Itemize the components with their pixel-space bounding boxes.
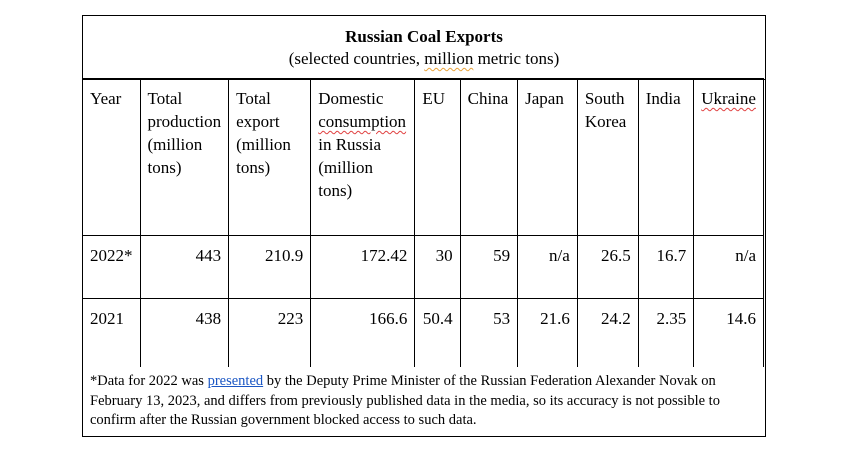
domestic-consumption-word: consumption xyxy=(318,112,407,131)
presented-link[interactable]: presented xyxy=(207,373,264,389)
header-total-export: Total export (million tons) xyxy=(229,79,311,236)
subtitle-pre: (selected countries, xyxy=(288,49,425,68)
header-south-korea: South Korea xyxy=(577,79,638,236)
header-total-production: Total production (million tons) xyxy=(140,79,229,236)
cell-india: 2.35 xyxy=(638,299,693,367)
cell-japan: n/a xyxy=(518,236,578,299)
coal-exports-table xyxy=(82,78,764,367)
cell-china: 53 xyxy=(460,299,517,367)
domestic-pre: Domestic xyxy=(318,89,384,108)
cell-japan: 21.6 xyxy=(518,299,578,367)
footnote-pre: *Data for 2022 was xyxy=(90,373,208,389)
subtitle-post: metric tons) xyxy=(473,49,560,68)
table-title-block xyxy=(83,16,765,80)
subtitle-million-word: million xyxy=(424,49,474,68)
cell-total-production: 443 xyxy=(140,236,229,299)
cell-total-export: 210.9 xyxy=(229,236,311,299)
table-title: Russian Coal Exports xyxy=(345,27,503,46)
cell-year: 2022* xyxy=(83,236,141,299)
cell-ukraine: 14.6 xyxy=(694,299,764,367)
footnote xyxy=(90,372,750,431)
cell-china: 59 xyxy=(460,236,517,299)
coal-exports-table-frame xyxy=(82,15,766,437)
ukraine-word: Ukraine xyxy=(701,89,756,108)
domestic-post: in Russia (million tons) xyxy=(318,135,382,200)
cell-south-korea: 26.5 xyxy=(577,236,638,299)
table-row xyxy=(83,236,764,299)
cell-eu: 30 xyxy=(415,236,460,299)
cell-domestic: 172.42 xyxy=(311,236,415,299)
cell-eu: 50.4 xyxy=(415,299,460,367)
footnote-post: by the Deputy Prime Minister of the Russian Federation Alexander Novak on February 13, 2023, and differs from previously published data in the media, so its accuracy is not possible to confirm after the Russian government blocked access to such data. xyxy=(90,373,720,428)
cell-south-korea: 24.2 xyxy=(577,299,638,367)
cell-domestic: 166.6 xyxy=(311,299,415,367)
header-eu: EU xyxy=(415,79,460,236)
cell-india: 16.7 xyxy=(638,236,693,299)
cell-year: 2021 xyxy=(83,299,141,367)
table-subtitle xyxy=(83,48,765,70)
header-ukraine xyxy=(694,79,764,236)
header-japan: Japan xyxy=(518,79,578,236)
cell-total-export: 223 xyxy=(229,299,311,367)
header-row xyxy=(83,79,764,236)
cell-ukraine: n/a xyxy=(694,236,764,299)
header-china: China xyxy=(460,79,517,236)
header-domestic-consumption xyxy=(311,79,415,236)
header-india: India xyxy=(638,79,693,236)
header-year: Year xyxy=(83,79,141,236)
table-row xyxy=(83,299,764,367)
cell-total-production: 438 xyxy=(140,299,229,367)
